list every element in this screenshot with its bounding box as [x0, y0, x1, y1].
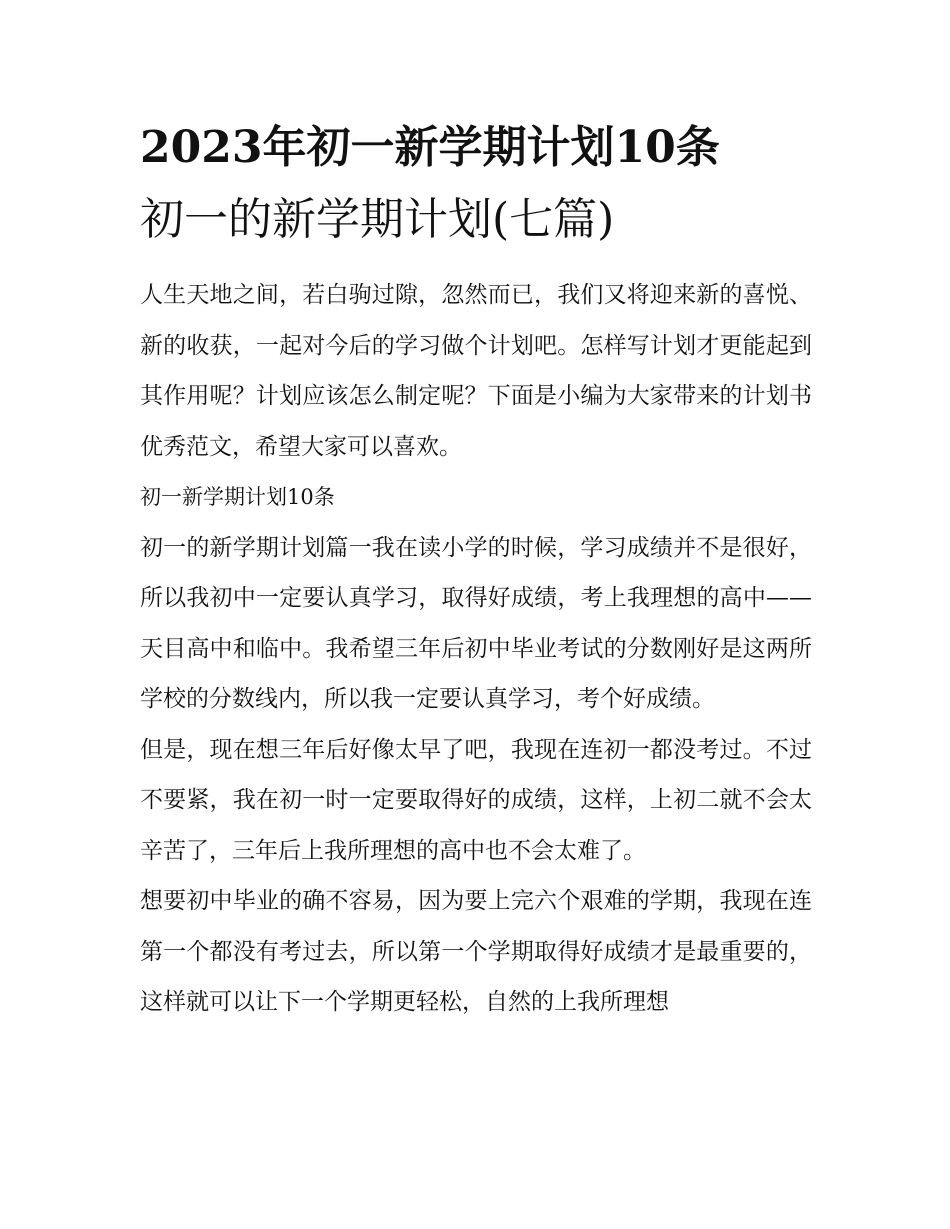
body-paragraph-3: 想要初中毕业的确不容易，因为要上完六个艰难的学期，我现在连第一个都没有考过去，所以第一个学期取得好成绩才是最重要的，这样就可以让下一个学期更轻松，自然的上我所理想 — [140, 888, 812, 1015]
body-paragraph-1: 初一的新学期计划篇一我在读小学的时候，学习成绩并不是很好，所以我初中一定要认真学习，取得好成绩，考上我理想的高中——天目高中和临中。我希望三年后初中毕业考试的分数刚好是这两所学校的分数线内，所以我一定要认真学习，考个好成绩。 — [140, 534, 812, 712]
title-line-2: 初一的新学期计划(七篇) — [140, 194, 615, 245]
document-page — [140, 112, 812, 1028]
body-paragraph-2: 但是，现在想三年后好像太早了吧，我现在连初一都没考过。不过不要紧，我在初一时一定要取得好的成绩，这样，上初二就不会太辛苦了，三年后上我所理想的高中也不会太难了。 — [140, 736, 812, 864]
section-subheading: 初一新学期计划10条 — [140, 485, 335, 509]
document-title — [140, 112, 812, 256]
intro-paragraph: 人生天地之间，若白驹过隙，忽然而已，我们又将迎来新的喜悦、新的收获，一起对今后的学习做个计划吧。怎样写计划才更能起到其作用呢？计划应该怎么制定呢？下面是小编为大家带来的计划书优秀范文，希望大家可以喜欢。 — [140, 282, 812, 460]
title-line-1: 2023年初一新学期计划10条 — [140, 122, 720, 173]
